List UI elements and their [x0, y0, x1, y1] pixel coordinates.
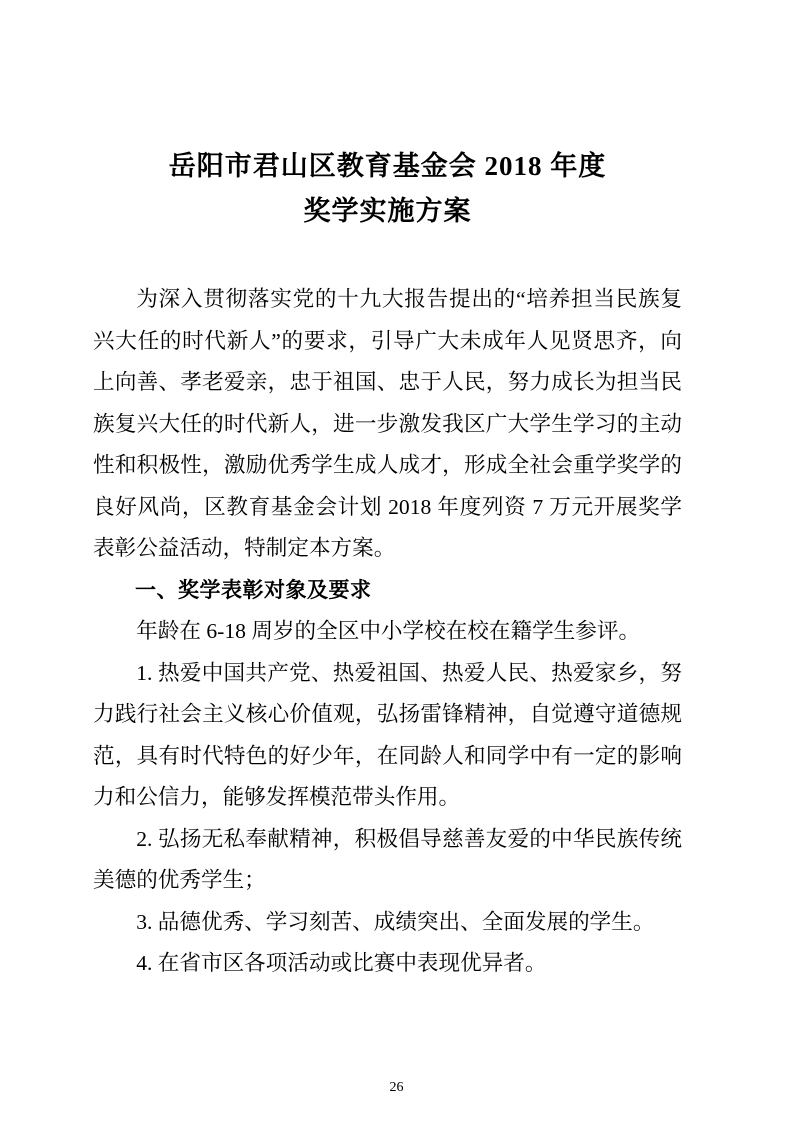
document-content [93, 0, 682, 985]
document-title [93, 144, 682, 234]
eligibility-paragraph: 年龄在 6-18 周岁的全区中小学校在校在籍学生参评。 [136, 619, 641, 643]
document-body [93, 279, 682, 985]
list-item-4: 4. 在省市区各项活动或比赛中表现优异者。 [136, 951, 547, 975]
page-number: 26 [389, 1080, 404, 1095]
list-item-3: 3. 品德优秀、学习刻苦、成绩突出、全面发展的学生。 [136, 909, 655, 934]
intro-paragraph: 为深入贯彻落实党的十九大报告提出的“培养担当民族复兴大任的时代新人”的要求，引导广大未成年人见贤思齐，向上向善、孝老爱亲，忠于祖国、忠于人民，努力成长为担当民族复兴大任的时代新人，进一步激发我区广大学生学习的主动性和积极性，激励优秀学生成人成才，形成全社会重学奖学的良好风尚，区教育基金会计划 2018 年度列资 7 万元开展奖学表彰公益活动，特制定本方案。 [93, 287, 682, 560]
list-item-2: 2. 弘扬无私奉献精神，积极倡导慈善友爱的中华民族传统美德的优秀学生； [93, 826, 682, 892]
document-title-line-2: 奖学实施方案 [303, 196, 472, 226]
document-title-line-1: 岳阳市君山区教育基金会 2018 年度 [168, 151, 607, 181]
section-heading-1: 一、奖学表彰对象及要求 [135, 578, 372, 602]
list-item-1: 1. 热爱中国共产党、热爱祖国、热爱人民、热爱家乡，努力践行社会主义核心价值观，弘扬雷锋精神，自觉遵守道德规范，具有时代特色的好少年，在同龄人和同学中有一定的影响力和公信力，能够发挥模范带头作用。 [93, 660, 682, 809]
